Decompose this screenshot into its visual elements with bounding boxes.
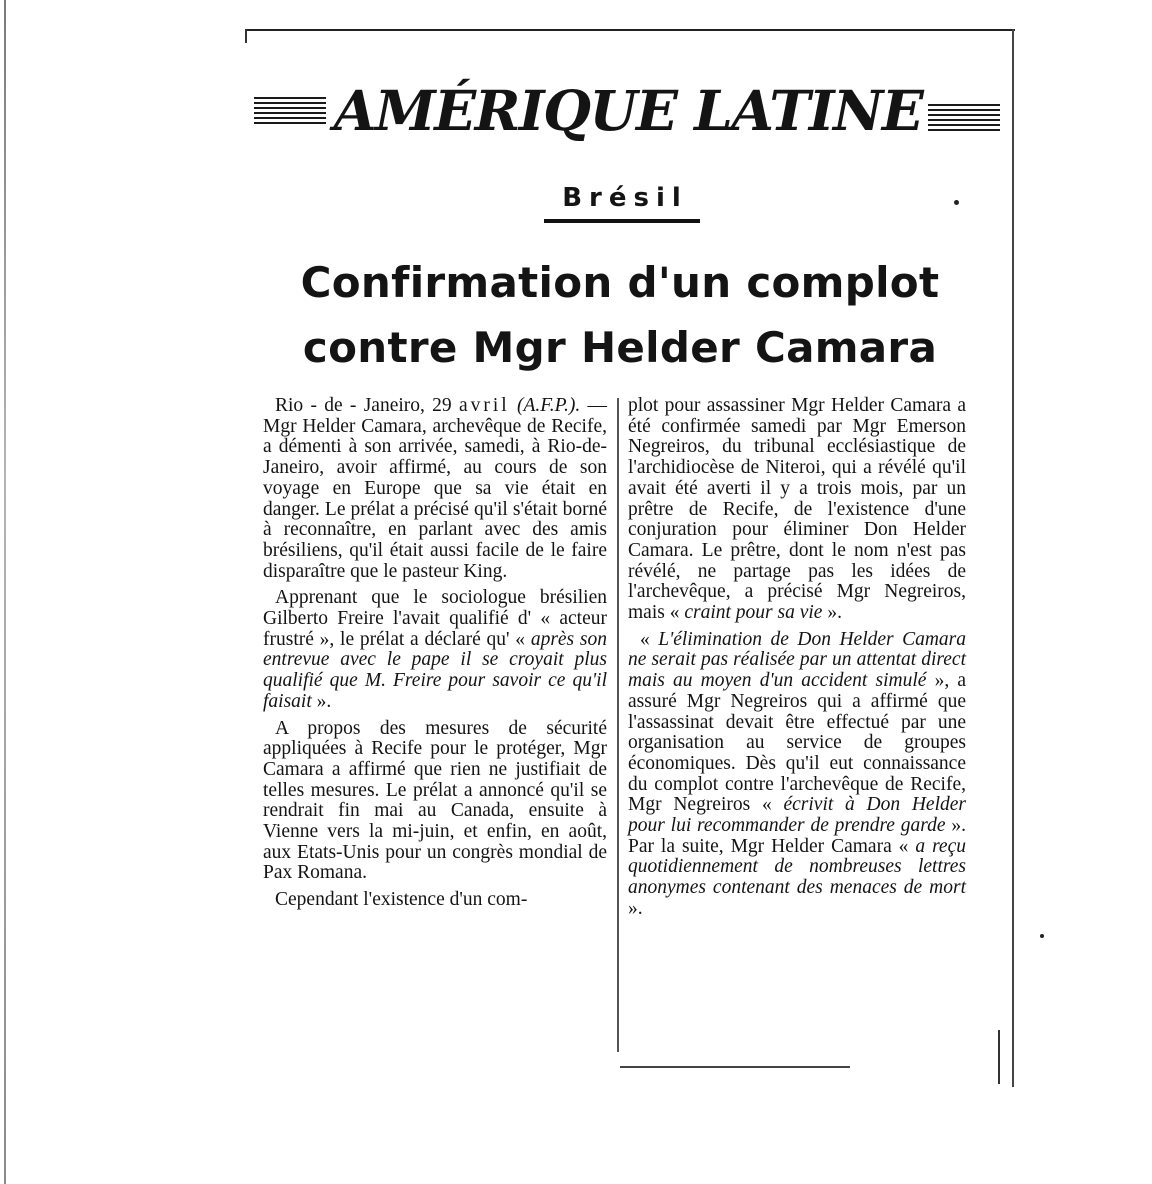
dateline-month: avril xyxy=(458,395,510,416)
rubric-ornament-right xyxy=(928,104,1000,134)
headline-line-1: Confirmation d'un complot xyxy=(300,258,940,307)
article-column-right xyxy=(628,396,966,926)
paragraph: « L'élimination de Don Helder Camara ne serait pas réalisée par un attentat direct mais au moyen d'un accident simulé », a assuré Mgr Negreiros qui a affirmé que l'assassinat devait être effectué par une organisation au service de groupes économiques. Dès qu'il eut connaissance du complot contre l'archevêque de Recife, Mgr Negreiros « écrivit à Don Helder pour lui recommander de prendre garde ». Par la suite, Mgr Helder Camara « a reçu quotidiennement de nombreuses lettres anonymes contenant des menaces de mort ». xyxy=(628,628,967,919)
quote: après son entrevue avec le pape il se croyait plus qualifié que M. Freire pour savoir ce qu'il faisait xyxy=(263,628,607,712)
scan-edge xyxy=(4,0,6,1184)
paragraph: Apprenant que le sociologue brésilien Gilberto Freire l'avait qualifié d' « acteur frustré », le prélat a déclaré qu' « après son entrevue avec le pape il se croyait plus qualifié que M. Freire pour savoir ce qu'il faisait ». xyxy=(263,587,607,712)
dateline: Rio - de - Janeiro, 29 xyxy=(275,395,452,416)
speck xyxy=(954,200,959,205)
country-underline xyxy=(544,219,700,223)
paragraph: Rio - de - Janeiro, 29 avril (A.F.P.). — Mgr Helder Camara, archevêque de Recife, a démenti à son arrivée, samedi, à Rio-de-Janeiro, avoir affirmé, au cours de son voyage en Europe que sa vie était en danger. Le prélat a précisé qu'il s'était borné à reconnaître, en parlant avec des amis brésiliens, qu'il était aussi facile de le faire disparaître que le pasteur King. xyxy=(263,395,608,582)
country-heading: Brésil xyxy=(562,183,688,213)
headline-line-2: contre Mgr Helder Camara xyxy=(302,323,938,372)
paragraph: Cependant l'existence d'un com- xyxy=(275,889,528,911)
quote: a reçu quotidiennement de nombreuses lettres anonymes contenant des menaces de mort xyxy=(628,835,966,899)
frame-right-rule xyxy=(1012,29,1014,1087)
frame-left-rule xyxy=(245,29,247,43)
footer-rule xyxy=(620,1066,850,1068)
frame-right-rule-lower xyxy=(998,1030,1000,1084)
rubric-ornament-left xyxy=(254,97,326,127)
paragraph: plot pour assassiner Mgr Helder Camara a été confirmée samedi par Mgr Emerson Negreiros, du tribunal ecclésiastique de l'archidiocèse de Niteroi, qui a révélé qu'il avait été averti il y a trois mois, par un prêtre de Recife, de l'existence d'une conjuration pour éliminer Don Helder Camara. Le prêtre, dont le nom n'est pas révélé, ne partage pas les idées de l'archevêque, a précisé Mgr Negreiros, mais « craint pour sa vie ». xyxy=(628,395,966,624)
headline xyxy=(250,250,990,380)
quote: L'élimination de Don Helder Camara ne serait pas réalisée par un attentat direct mais au moyen d'un accident simulé xyxy=(628,628,966,692)
agency: (A.F.P.). xyxy=(517,395,581,416)
quote: écrivit à Don Helder pour lui recommander de prendre garde xyxy=(628,794,966,837)
rubric-title: AMÉRIQUE LATINE xyxy=(333,78,923,143)
column-divider xyxy=(617,398,619,1052)
article-column-left xyxy=(263,396,607,917)
paragraph: A propos des mesures de sécurité appliquées à Recife pour le protéger, Mgr Camara a affirmé que rien ne justifiait de telles mesures. Le prélat a annoncé qu'il se rendrait fin mai au Canada, ensuite à Vienne vers la mi-juin, et enfin, en août, aux Etats-Unis pour un congrès mondial de Pax Romana. xyxy=(263,717,607,884)
speck xyxy=(1040,934,1044,938)
frame-top-rule xyxy=(245,29,1015,31)
quote: craint pour sa vie xyxy=(684,602,823,624)
